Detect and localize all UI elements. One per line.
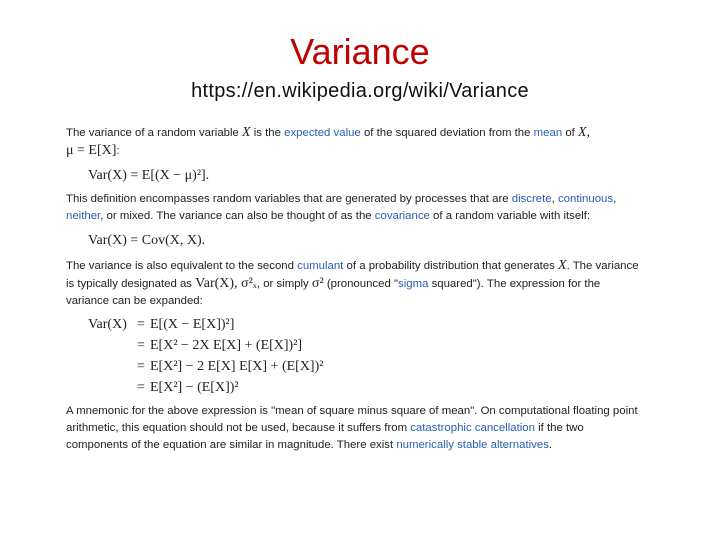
source-url: https://en.wikipedia.org/wiki/Variance	[191, 80, 529, 102]
equation-variance-definition: Var(X) = E[(X − μ)²].	[88, 168, 210, 183]
equation-rhs: E[X²] − 2 E[X] E[X] + (E[X])²	[150, 359, 324, 374]
text: ,	[551, 193, 558, 205]
paragraph-cumulant	[66, 257, 656, 310]
equation-covariance: Var(X) = Cov(X, X).	[88, 233, 206, 248]
text: , or simply	[256, 278, 312, 290]
text: A mnemonic for the above expression is "mean of square minus square of mean". On computational floating point	[66, 405, 638, 417]
text: This definition encompasses random variables that are generated by processes that are	[66, 193, 512, 205]
link-covariance[interactable]: covariance	[374, 210, 430, 222]
link-sigma[interactable]: sigma	[398, 278, 429, 290]
equals-sign: =	[137, 359, 145, 374]
slide-title: Variance	[290, 31, 430, 72]
text: is typically designated as	[66, 278, 196, 290]
text: of a probability distribution that generates	[343, 260, 559, 272]
math-mu-definition: μ = E[X]	[66, 143, 117, 158]
text: squared"). The expression for the	[428, 278, 601, 290]
text: variance can be expanded:	[66, 295, 203, 307]
equation-rhs: E[X² − 2X E[X] + (E[X])²]	[150, 338, 303, 353]
equals-sign: =	[137, 380, 145, 395]
equation-rhs: E[X²] − (E[X])²	[150, 380, 239, 395]
paragraph-mnemonic	[66, 403, 656, 454]
text: of a random variable with itself:	[429, 210, 591, 222]
text: arithmetic, this equation should not be used, because it suffers from	[66, 422, 411, 434]
equation-lhs: Var(X)	[88, 317, 127, 332]
text: is the	[250, 127, 285, 139]
paragraph-random-variables	[66, 191, 656, 225]
text: if the two	[534, 422, 584, 434]
text: The variance of a random variable	[66, 127, 243, 139]
math-x: X	[558, 258, 567, 273]
equation-lhs-blank	[88, 335, 132, 356]
equation-lhs-blank	[88, 377, 132, 398]
equals-sign: =	[137, 338, 145, 353]
link-cumulant[interactable]: cumulant	[297, 260, 344, 272]
equation-lhs-blank	[88, 356, 132, 377]
link-discrete[interactable]: discrete	[511, 193, 552, 205]
math-x: X	[242, 125, 251, 140]
math-sigma-squared: σ²	[311, 276, 324, 291]
wikipedia-excerpt	[66, 124, 656, 454]
link-expected-value[interactable]: expected value	[284, 127, 361, 139]
equation-expansion	[88, 314, 656, 398]
text: ,	[613, 193, 617, 205]
equation-row	[88, 377, 656, 398]
text: .	[548, 439, 553, 451]
link-catastrophic-cancellation[interactable]: catastrophic cancellation	[410, 422, 535, 434]
link-numerically-stable-alternatives[interactable]: numerically stable alternatives	[396, 439, 549, 451]
equation-row	[88, 335, 656, 356]
text: (pronounced "	[323, 278, 399, 290]
text: components of the equation are similar in magnitude. There exist	[66, 439, 397, 451]
math-x: X,	[578, 125, 591, 140]
equation-rhs: E[(X − E[X])²]	[150, 317, 235, 332]
link-neither[interactable]: neither	[66, 210, 101, 222]
paragraph-definition	[66, 124, 656, 160]
equation-row	[88, 356, 656, 377]
text: The variance is also equivalent to the second	[66, 260, 298, 272]
math-variance-notation: Var(X), σ²ₓ	[195, 276, 257, 291]
text: of	[562, 127, 578, 139]
text: . The variance	[566, 260, 639, 272]
link-mean[interactable]: mean	[533, 127, 563, 139]
link-continuous[interactable]: continuous	[557, 193, 614, 205]
text: of the squared deviation from the	[360, 127, 534, 139]
text: :	[116, 145, 120, 157]
text: , or mixed. The variance can also be thought of as the	[100, 210, 375, 222]
equals-sign: =	[137, 317, 145, 332]
equation-row	[88, 314, 656, 335]
